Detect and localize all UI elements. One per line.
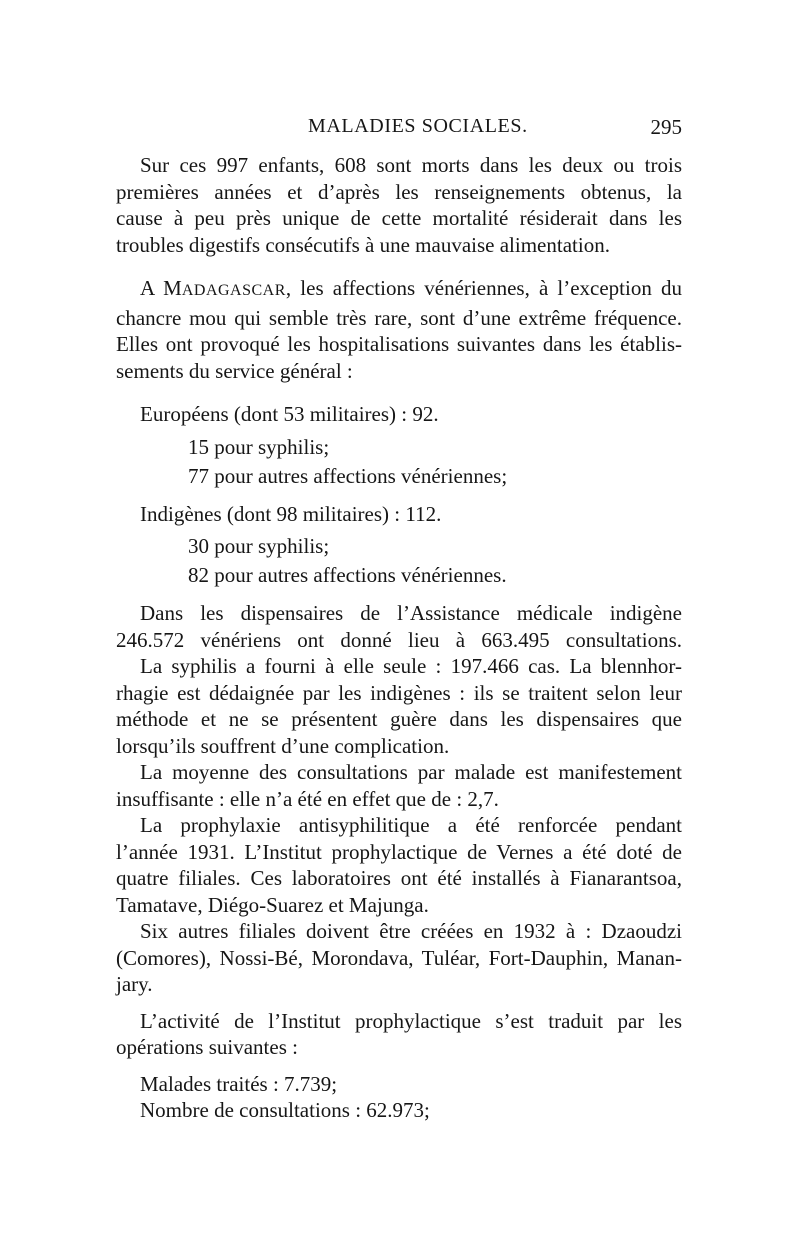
list-indigenes: [116, 501, 682, 591]
list-europeens: [116, 401, 682, 491]
text-line: La prophylaxie antisyphilitique a été renforcée pendant: [140, 813, 682, 837]
list-statistics: [116, 1071, 682, 1124]
text-line: (Comores), Nossi-Bé, Morondava, Tuléar, Fort-Dauphin, Manan-: [116, 945, 682, 970]
place-name-initial: M: [163, 276, 182, 300]
text-line: sements du service général :: [116, 358, 353, 383]
text-line: rhagie est dédaignée par les indigènes : ils se traitent selon leur: [116, 680, 682, 705]
text-line: méthode et ne se présentent guère dans les dispensaires que: [116, 707, 682, 731]
page-number: 295: [650, 115, 682, 139]
text-line: Tamatave, Diégo-Suarez et Majunga.: [116, 892, 429, 917]
list-title: Européens (dont 53 militaires) : 92.: [140, 402, 439, 426]
text-line: La moyenne des consultations par malade est manifestement: [140, 760, 682, 784]
list-item: 77 pour autres affections vénériennes;: [188, 463, 508, 488]
running-title: MALADIES SOCIALES.: [308, 115, 528, 137]
text-line: La syphilis a fourni à elle seule : 197.466 cas. La blennhor-: [140, 654, 682, 678]
paragraph-filiales: [116, 918, 682, 998]
list-title: Indigènes (dont 98 militaires) : 112.: [140, 501, 442, 526]
text-line: Six autres filiales doivent être créées en 1932 à : Dzaoudzi: [140, 919, 682, 943]
paragraph-madagascar: [116, 275, 682, 384]
text-line: L’activité de l’Institut prophylactique s’est traduit par les: [140, 1008, 682, 1033]
text-line: Dans les dispensaires de l’Assistance médicale indigène: [140, 601, 682, 625]
list-item: Nombre de consultations : 62.973;: [140, 1098, 430, 1122]
place-name-smallcaps: ADAGASCAR: [181, 282, 286, 299]
list-item: 30 pour syphilis;: [188, 534, 330, 558]
text-fragment: A: [140, 276, 164, 300]
paragraph-infant-mortality: [116, 152, 682, 258]
paragraph-dispensaires: [116, 600, 682, 653]
text-line: premières années et d’après les renseignements obtenus, la: [116, 179, 682, 204]
text-line: troubles digestifs consécutifs à une mauvaise alimentation.: [116, 232, 610, 257]
text-line: 246.572 vénériens ont donné lieu à 663.495 consultations.: [116, 627, 682, 652]
text-line: quatre filiales. Ces laboratoires ont été installés à Fianarantsoa,: [116, 866, 682, 890]
paragraph-syphilis: [116, 653, 682, 759]
text-line: Elles ont provoqué les hospitalisations suivantes dans les établis-: [116, 332, 682, 356]
paragraph-prophylaxie: [116, 812, 682, 918]
text-line: chancre mou qui semble très rare, sont d’une extrême fréquence.: [116, 305, 682, 330]
text-line: opérations suivantes :: [116, 1035, 298, 1059]
text-line: cause à peu près unique de cette mortalité résiderait dans les: [116, 206, 682, 230]
page-header: [116, 115, 682, 145]
text-line: lorsqu’ils souffrent d’une complication.: [116, 733, 450, 758]
text-line: Sur ces 997 enfants, 608 sont morts dans les deux ou trois: [140, 153, 682, 177]
paragraph-moyenne: [116, 759, 682, 812]
text-line: insuffisante : elle n’a été en effet que de : 2,7.: [116, 786, 499, 811]
text-line: [116, 275, 682, 305]
paragraph-activite: [116, 1008, 682, 1061]
list-item: 15 pour syphilis;: [188, 434, 330, 459]
page-body: [116, 152, 682, 1124]
text-line: jary.: [116, 972, 153, 996]
list-item: 82 pour autres affections vénériennes.: [188, 563, 507, 587]
text-line: l’année 1931. L’Institut prophylactique de Vernes a été doté de: [116, 839, 682, 864]
text-fragment: , les affections vénériennes, à l’exception du: [285, 276, 682, 300]
list-item: Malades traités : 7.739;: [140, 1071, 338, 1096]
